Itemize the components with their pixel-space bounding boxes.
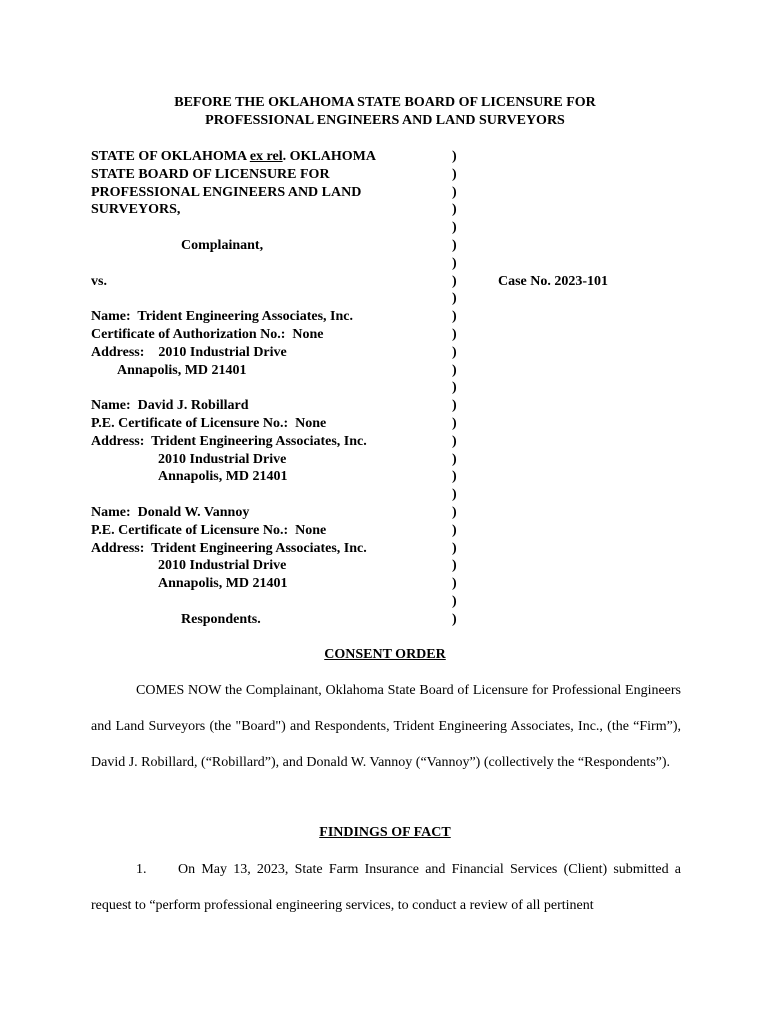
caption-parenthesis: ) (452, 540, 457, 556)
caption-parenthesis: ) (452, 433, 457, 449)
caption-parenthesis: ) (452, 202, 457, 218)
caption-parenthesis: ) (452, 487, 457, 503)
board-heading-line-1: BEFORE THE OKLAHOMA STATE BOARD OF LICENSURE FOR (174, 95, 596, 110)
caption-parenthesis: ) (452, 469, 457, 485)
caption-parenthesis-column (452, 148, 464, 629)
respondent-robillard-name: Name: David J. Robillard (91, 398, 249, 414)
consent-order-title: CONSENT ORDER (324, 647, 446, 662)
complainant-line-4: SURVEYORS, (91, 202, 181, 218)
respondents-label: Respondents. (181, 611, 261, 627)
caption-parenthesis: ) (452, 451, 457, 467)
case-number: Case No. 2023-101 (498, 274, 609, 289)
versus-label: vs. (91, 273, 107, 289)
respondent-firm-city: Annapolis, MD 21401 (117, 362, 247, 378)
caption-parenthesis: ) (452, 255, 457, 271)
caption-parenthesis: ) (452, 166, 457, 182)
caption-parenthesis: ) (452, 273, 457, 289)
respondent-robillard-address: Address: Trident Engineering Associates, Inc. (91, 433, 367, 449)
respondent-robillard-street: 2010 Industrial Drive (158, 451, 287, 467)
caption-parenthesis: ) (452, 611, 457, 627)
caption-parenthesis: ) (452, 380, 457, 396)
finding-item-1-number: 1. (136, 862, 147, 877)
complainant-label: Complainant, (181, 237, 264, 253)
ex-rel-text: ex rel (249, 149, 283, 164)
finding-item-1-text: On May 13, 2023, State Farm Insurance and Financial Services (Client) submitted a request to “perform professional engineering services, to conduct a review of all pertinent (91, 862, 681, 913)
respondent-firm-name: Name: Trident Engineering Associates, Inc. (91, 309, 353, 325)
caption-parenthesis: ) (452, 558, 457, 574)
caption-parenthesis: ) (452, 522, 457, 538)
respondent-vannoy-city: Annapolis, MD 21401 (158, 576, 288, 592)
caption-parenthesis: ) (452, 415, 457, 431)
respondent-firm-address: Address: 2010 Industrial Drive (91, 344, 287, 360)
respondent-vannoy-address: Address: Trident Engineering Associates, Inc. (91, 540, 367, 556)
respondent-vannoy-street: 2010 Industrial Drive (158, 558, 287, 574)
caption-parenthesis: ) (452, 220, 457, 236)
case-caption (91, 148, 451, 629)
caption-parenthesis: ) (452, 149, 457, 164)
board-heading-line-2: PROFESSIONAL ENGINEERS AND LAND SURVEYORS (205, 113, 565, 128)
caption-parenthesis: ) (452, 398, 457, 414)
findings-of-fact-title: FINDINGS OF FACT (319, 825, 451, 840)
complainant-line-1: STATE OF OKLAHOMA ex rel. OKLAHOMA (91, 149, 376, 164)
caption-parenthesis: ) (452, 291, 457, 307)
caption-parenthesis: ) (452, 184, 457, 200)
caption-parenthesis: ) (452, 593, 457, 609)
caption-parenthesis: ) (452, 344, 457, 360)
respondent-firm-certificate: Certificate of Authorization No.: None (91, 326, 324, 342)
consent-order-paragraph: COMES NOW the Complainant, Oklahoma State Board of Licensure for Professional Engineers and Land Surveyors (the "Board") and Respondents, Trident Engineering Associates, Inc., (the “Firm”), David J. Robillard, (“Robillard”), and Donald W. Vannoy (“Vannoy”) (collectively the “Respondents”). (91, 683, 681, 770)
complainant-line-3: PROFESSIONAL ENGINEERS AND LAND (91, 184, 362, 200)
respondent-robillard-city: Annapolis, MD 21401 (158, 469, 288, 485)
caption-parenthesis: ) (452, 237, 457, 253)
caption-parenthesis: ) (452, 504, 457, 520)
caption-parenthesis: ) (452, 362, 457, 378)
respondent-vannoy-name: Name: Donald W. Vannoy (91, 504, 250, 520)
complainant-line-2: STATE BOARD OF LICENSURE FOR (91, 166, 330, 182)
respondent-vannoy-certificate: P.E. Certificate of Licensure No.: None (91, 522, 327, 538)
caption-parenthesis: ) (452, 576, 457, 592)
caption-parenthesis: ) (452, 326, 457, 342)
respondent-robillard-certificate: P.E. Certificate of Licensure No.: None (91, 415, 327, 431)
caption-parenthesis: ) (452, 309, 457, 325)
finding-item-1 (91, 852, 681, 924)
